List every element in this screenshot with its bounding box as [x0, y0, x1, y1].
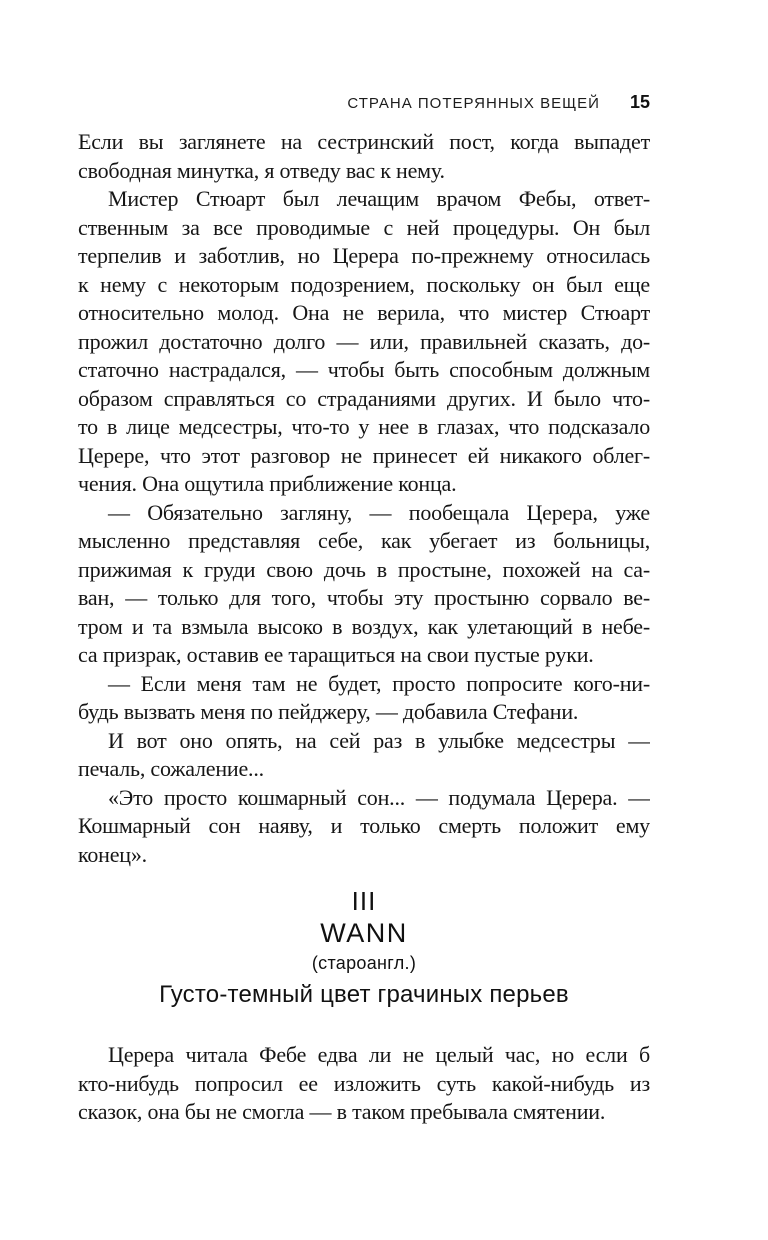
running-header-title: СТРАНА ПОТЕРЯННЫХ ВЕЩЕЙ: [347, 95, 600, 112]
text-line: свободная минутка, я отведу вас к нему.: [78, 157, 445, 183]
text-line: Кошмарный сон наяву, и только смерть положит ему: [78, 813, 650, 838]
running-header: [78, 92, 650, 113]
paragraph: [78, 784, 650, 870]
text-block-after-heading: [78, 1041, 650, 1127]
text-line: тром и та взмыла высоко в воздух, как улетающий в небе-: [78, 613, 650, 639]
text-line: конец».: [78, 841, 147, 867]
text-line: «Это просто кошмарный сон... — подумала Церера. —: [108, 784, 650, 810]
text-line: Мистер Стюарт был лечащим врачом Фебы, ответ-: [108, 186, 650, 211]
text-line: прижимая к груди свою дочь в простыне, похожей на са-: [78, 556, 650, 582]
text-line: са призрак, оставив ее таращиться на свои пустые руки.: [78, 642, 594, 667]
text-line: образом справляться со страданиями других. И было что-: [78, 385, 650, 411]
text-line: прожил достаточно долго — или, правильней сказать, до-: [78, 328, 650, 354]
text-line: к нему с некоторым подозрением, поскольку он был еще: [78, 271, 650, 297]
text-line: — Обязательно загляну, — пообещала Церера, уже: [108, 499, 650, 525]
chapter-heading: [78, 884, 650, 1011]
text-line: сказок, она бы не смогла — в таком пребывала смятении.: [78, 1099, 606, 1124]
text-line: статочно настрадался, — чтобы быть способным должным: [78, 357, 650, 382]
text-line: Церера читала Фебе едва ли не целый час, но если б: [108, 1042, 650, 1067]
text-line: то в лице медсестры, что-то у нее в глазах, что подсказало: [78, 414, 650, 439]
chapter-numeral: III: [351, 886, 377, 916]
page-number: 15: [629, 92, 650, 112]
text-line: Если вы заглянете на сестринский пост, когда выпадет: [78, 129, 650, 154]
text-line: Церере, что этот разговор не принесет ей никакого облег-: [78, 442, 650, 468]
paragraph: [78, 727, 650, 784]
paragraph: [78, 185, 650, 499]
paragraph: [78, 128, 650, 185]
text-line: чения. Она ощутила приближение конца.: [78, 471, 457, 496]
text-line: терпелив и заботлив, но Церера по-прежнему относилась: [78, 243, 650, 268]
paragraph: [78, 670, 650, 727]
paragraph: [78, 1041, 650, 1127]
text-line: И вот оно опять, на сей раз в улыбке медсестры —: [108, 727, 650, 753]
paragraph: [78, 499, 650, 670]
text-line: относительно молод. Она не верила, что мистер Стюарт: [78, 300, 650, 325]
text-line: ственным за все проводимые с ней процедуры. Он был: [78, 214, 650, 240]
text-block-main: [78, 128, 650, 869]
text-line: кто-нибудь попросил ее изложить суть какой-нибудь из: [78, 1070, 650, 1096]
text-line: — Если меня там не будет, просто попросите кого-ни-: [108, 670, 650, 696]
text-line: ван, — только для того, чтобы эту простыню сорвало ве-: [78, 585, 650, 610]
text-line: мысленно представляя себе, как убегает из больницы,: [78, 528, 650, 553]
chapter-word: WANN: [320, 918, 408, 948]
chapter-definition: Густо-темный цвет грачиных перьев: [159, 981, 569, 1008]
text-line: печаль, сожаление...: [78, 756, 264, 781]
chapter-language-note: (староангл.): [311, 953, 417, 973]
text-line: будь вызвать меня по пейджеру, — добавила Стефани.: [78, 699, 579, 724]
